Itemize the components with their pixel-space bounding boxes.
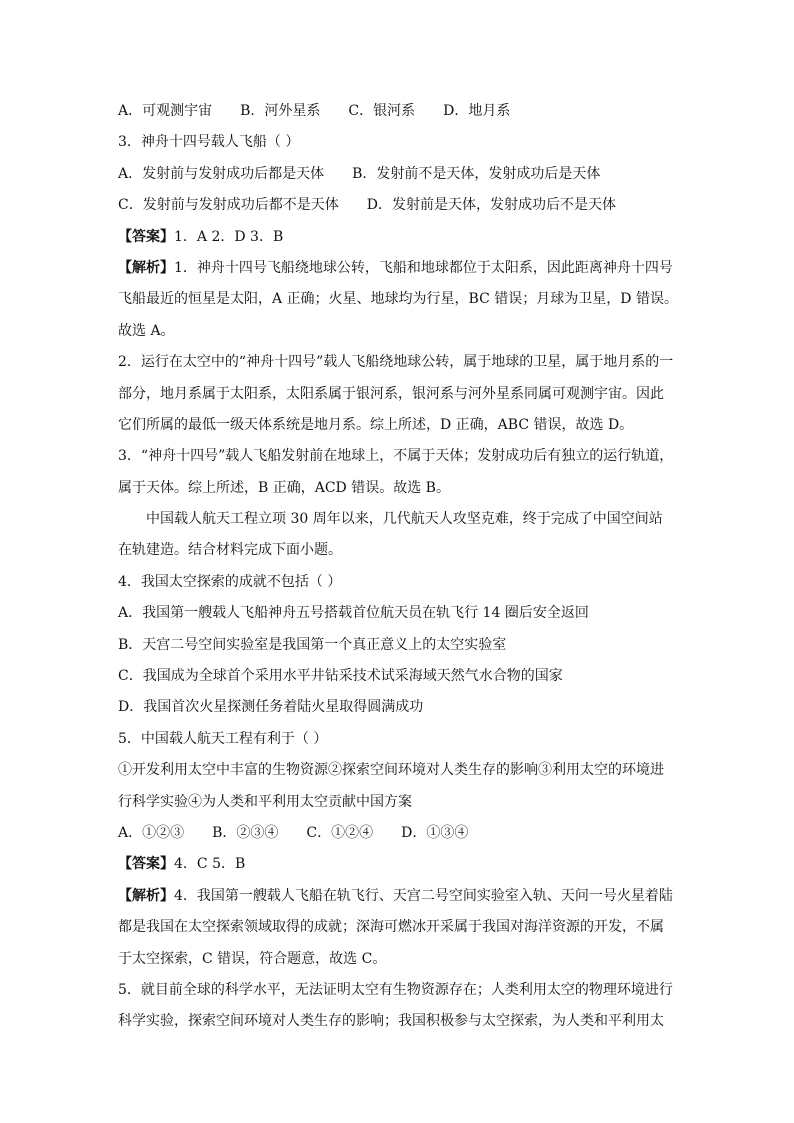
- answer-text: 4．我国第一艘载人飞船在轨飞行、天宫二号空间实验室入轨、天问一号火星着陆: [174, 887, 673, 904]
- option-row: [118, 159, 678, 190]
- answer-label: 【解析】: [118, 259, 174, 276]
- option-row: [118, 190, 678, 221]
- option-item: C．①②④: [306, 824, 374, 841]
- text-line: B．天宫二号空间实验室是我国第一个真正意义上的太空实验室: [118, 636, 507, 653]
- text-line: 5．就目前全球的科学水平，无法证明太空有生物资源存在；人类利用太空的物理环境进行: [118, 981, 673, 998]
- text-line: 属于天体。综上所述，B 正确，ACD 错误。故选 B。: [118, 479, 450, 496]
- text-line: 它们所属的最低一级天体系统是地月系。综上所述，D 正确，ABC 错误，故选 D。: [118, 416, 634, 433]
- text-line: 都是我国在太空探索领域取得的成就；深海可燃冰开采属于我国对海洋资源的开发，不属: [118, 919, 664, 936]
- option-item: D．①③④: [401, 824, 469, 841]
- answer-label: 【答案】: [118, 228, 174, 245]
- answer-label: 【答案】: [118, 856, 174, 873]
- text-line: D．我国首次火星探测任务着陆火星取得圆满成功: [118, 699, 424, 716]
- answer-text: 4．C 5．B: [174, 856, 246, 873]
- text-line: 在轨建造。结合材料完成下面小题。: [118, 542, 342, 559]
- answer-text: 1．神舟十四号飞船绕地球公转，飞船和地球都位于太阳系，因此距离神舟十四号: [174, 259, 673, 276]
- document-page: [118, 96, 678, 1038]
- answer-label: 【解析】: [118, 887, 174, 904]
- option-row: [118, 96, 678, 127]
- text-line: 行科学实验④为人类和平利用太空贡献中国方案: [118, 793, 412, 810]
- answer-line: [118, 849, 678, 880]
- text-line: 飞船最近的恒星是太阳，A 正确；火星、地球均为行星，BC 错误；月球为卫星，D 错误。: [118, 291, 678, 308]
- text-line: 部分，地月系属于太阳系，太阳系属于银河系，银河系与河外星系同属可观测宇宙。因此: [118, 385, 664, 402]
- option-item: B．②③④: [212, 824, 279, 841]
- option-item: D．发射前是天体，发射成功后不是天体: [366, 197, 616, 214]
- option-item: D．地月系: [443, 103, 511, 119]
- text-line: 科学实验，探索空间环境对人类生存的影响；我国积极参与太空探索，为人类和平利用太: [118, 1013, 664, 1030]
- text-line: 3．“神舟十四号”载人飞船发射前在地球上，不属于天体；发射成功后有独立的运行轨道，: [118, 448, 674, 465]
- text-line: A．我国第一艘载人飞船神舟五号搭载首位航天员在轨飞行 14 圈后安全返回: [118, 605, 589, 622]
- option-item: B．河外星系: [240, 103, 321, 119]
- text-line: 4．我国太空探索的成就不包括（ ）: [118, 573, 342, 590]
- text-line: 故选 A。: [118, 322, 175, 339]
- answer-line: [118, 881, 678, 912]
- option-item: C．发射前与发射成功后都不是天体: [118, 197, 339, 214]
- option-item: A．①②③: [118, 824, 185, 841]
- text-line: ①开发利用太空中丰富的生物资源②探索空间环境对人类生存的影响③利用太空的环境进: [118, 762, 664, 779]
- text-line: 2．运行在太空中的“神舟十四号”载人飞船绕地球公转，属于地球的卫星，属于地月系的一: [118, 354, 674, 371]
- text-line: C．我国成为全球首个采用水平井钻采技术试采海域天然气水合物的国家: [118, 668, 563, 685]
- option-item: A．发射前与发射成功后都是天体: [118, 165, 325, 182]
- option-item: B．发射前不是天体，发射成功后是天体: [352, 165, 601, 182]
- text-line: 于太空探索，C 错误，符合题意，故选 C。: [118, 950, 387, 967]
- material-paragraph: 中国载人航天工程立项 30 周年以来，几代航天人攻坚克难，终于完成了中国空间站: [146, 511, 663, 528]
- text-line: 5．中国载人航天工程有利于（ ）: [118, 730, 328, 747]
- answer-text: 1．A 2．D 3．B: [174, 228, 284, 245]
- answer-line: [118, 222, 678, 253]
- option-row: [118, 818, 678, 849]
- option-item: A．可观测宇宙: [118, 103, 213, 119]
- answer-line: [118, 253, 678, 284]
- text-line: 3．神舟十四号载人飞船（ ）: [118, 134, 300, 151]
- option-item: C．银河系: [348, 103, 416, 119]
